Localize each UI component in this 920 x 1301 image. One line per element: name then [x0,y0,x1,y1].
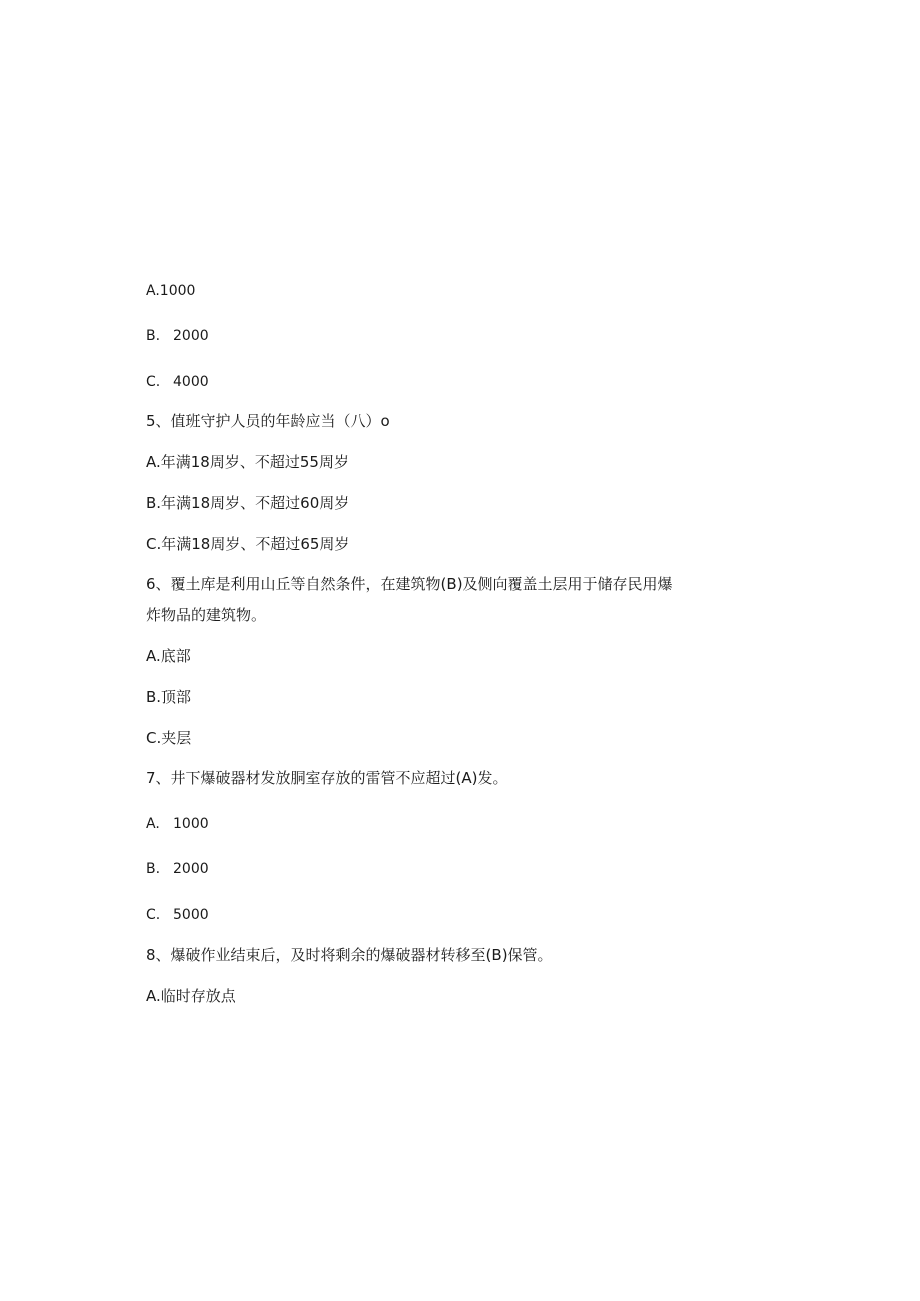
q4-option-c [146,372,209,392]
q4-option-a: A.1000 [146,283,196,299]
option-letter: C. [146,907,161,923]
option-letter: C. [146,374,161,390]
option-value: 5000 [173,907,209,923]
q6-option-c: C.夹层 [146,729,192,747]
q6-option-a: A.底部 [146,647,191,665]
q8-question: 8、爆破作业结束后，及时将剩余的爆破器材转移至(B)保管。 [146,946,553,964]
q7-option-b [146,859,209,879]
q7-question: 7、井下爆破器材发放胴室存放的雷管不应超过(A)发。 [146,769,508,787]
q6-question-line2: 炸物品的建筑物。 [146,606,267,624]
option-value: 4000 [173,374,209,390]
option-value: 2000 [173,861,209,877]
option-value: 2000 [173,328,209,344]
q5-question: 5、值班守护人员的年龄应当（八）o [146,412,390,430]
q5-option-a: A.年满18周岁、不超过55周岁 [146,453,349,471]
option-letter: B. [146,861,161,877]
q7-option-c [146,905,209,925]
q5-option-b: B.年满18周岁、不超过60周岁 [146,494,350,512]
q8-option-a: A.临时存放点 [146,987,236,1005]
option-value: 1000 [173,816,209,832]
q7-option-a [146,814,209,834]
option-letter: B. [146,328,161,344]
option-letter: A. [146,816,160,832]
q6-option-b: B.顶部 [146,688,192,706]
q6-question-line1: 6、覆土库是利用山丘等自然条件，在建筑物(B)及侧向覆盖土层用于储存民用爆 [146,575,673,593]
q4-option-b [146,326,209,346]
q5-option-c: C.年满18周岁、不超过65周岁 [146,535,350,553]
